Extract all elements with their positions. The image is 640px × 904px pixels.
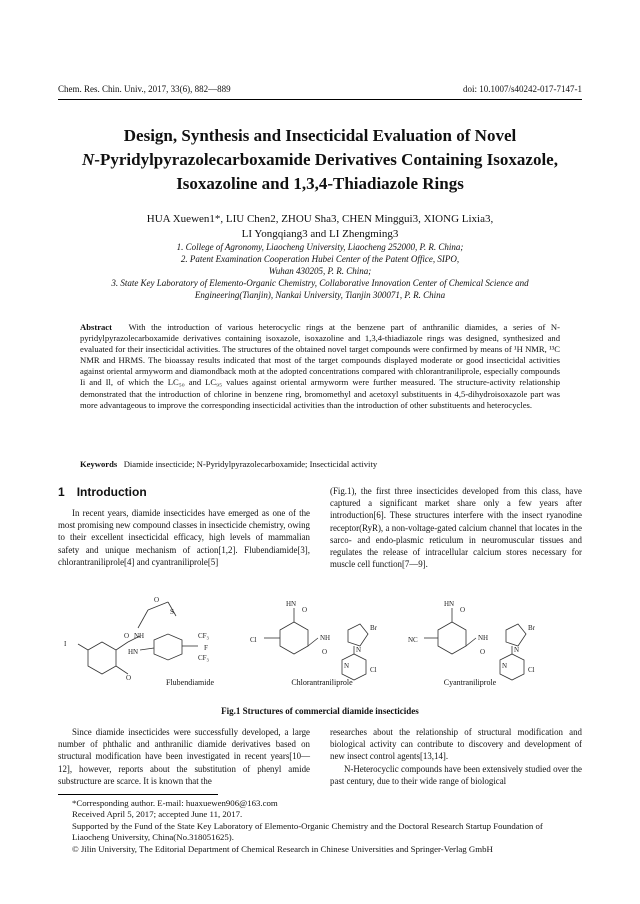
affiliation-line: Wuhan 430205, P. R. China; <box>268 266 372 276</box>
right-column-top <box>330 485 582 570</box>
authors-line-1: HUA Xuewen1*, LIU Chen2, ZHOU Sha3, CHEN Minggui3, XIONG Lixia3, <box>146 213 494 225</box>
abstract <box>80 322 560 411</box>
atom-label: Cl <box>370 666 377 674</box>
atom-label: HN <box>444 600 455 608</box>
atom-label: O <box>322 648 328 656</box>
atom-label: O <box>460 606 466 614</box>
keywords-text: Diamide insecticide; N-Pyridylpyrazolecarboxamide; Insecticidal activity <box>123 459 378 469</box>
title-italic-n: N <box>82 150 95 169</box>
abstract-label: Abstract <box>80 322 112 332</box>
figure-label-chlorantraniliprole: Chlorantraniliprole <box>291 678 353 687</box>
keywords-label: Keywords <box>80 459 118 469</box>
flubendiamide-structure <box>64 596 210 682</box>
bond <box>308 638 318 646</box>
atom-label: I <box>64 640 67 648</box>
footnotes <box>58 798 582 855</box>
section-number: 1 <box>58 485 65 499</box>
title-line-2 <box>40 148 600 172</box>
paragraph: N-Heterocyclic compounds have been extensively studied over the past century, due to their wide range of biological <box>330 763 582 786</box>
atom-label: Br <box>370 624 377 632</box>
figure-label-flubendiamide: Flubendiamide <box>166 678 214 687</box>
atom-label: O <box>302 606 308 614</box>
footnote-support: Supported by the Fund of the State Key Laboratory of Elemento-Organic Chemistry and the Doctoral Research Startup Foundation of Liaocheng University, China(No.318051625). <box>72 820 543 843</box>
atom-label: F <box>204 644 208 652</box>
figure-caption: Fig.1 Structures of commercial diamide insecticides <box>221 706 419 716</box>
journal-reference: Chem. Res. Chin. Univ., 2017, 33(6), 882—889 <box>58 84 231 94</box>
title-line-2-rest: -Pyridylpyrazolecarboxamide Derivatives Containing Isoxazole, <box>94 150 558 169</box>
affiliations <box>60 241 580 301</box>
atom-label: Cl <box>528 666 535 674</box>
paragraph: Since diamide insecticides were successfully developed, a large number of phthalic and anthranilic diamide derivatives based on structural modification have been investigated in recent years[10—12], however, reports about the substitution of phenyl amide substructure are scarce. It is known that the <box>58 727 310 786</box>
atom-label: HN <box>286 600 297 608</box>
bond <box>138 610 148 628</box>
atom-label: N <box>356 646 362 654</box>
bond <box>140 648 154 650</box>
paragraph: In recent years, diamide insecticides have emerged as one of the most promising new compound classes in insecticide chemistry, owing to their excellent insecticidal efficacy, high levels of mammalian safety and unique mechanism of action[1,2]. Flubendiamide[3], chlorantraniliprole[4] and cyantraniliprole[5] <box>58 508 310 567</box>
pyrazole-ring <box>348 624 368 646</box>
section-heading <box>58 485 147 499</box>
atom-label: O <box>480 648 486 656</box>
atom-label: NC <box>408 636 418 644</box>
header-rule <box>58 99 582 100</box>
pyrazole-ring <box>506 624 526 646</box>
figure-label-cyantraniliprole: Cyantraniliprole <box>443 678 497 687</box>
authors <box>60 212 580 242</box>
atom-label: CF₃ <box>198 632 210 640</box>
atom-label: O <box>124 632 130 640</box>
paragraph: researches about the relationship of structural modification and biological activity can contribute to discovery and development of new insect control agents[13,14]. <box>330 727 582 762</box>
bond <box>116 642 128 650</box>
atom-label: N <box>502 662 508 670</box>
affiliation-line: Engineering(Tianjin), Nankai University, Tianjin 300071, P. R. China <box>194 290 446 300</box>
footnote-rule <box>58 794 218 795</box>
atom-label: CF₃ <box>198 654 210 662</box>
benzene-ring <box>154 634 182 660</box>
section-title: Introduction <box>76 485 147 499</box>
atom-label: HN <box>128 648 139 656</box>
atom-label: N <box>344 662 350 670</box>
doi: doi: 10.1007/s40242-017-7147-1 <box>463 84 582 94</box>
paragraph: (Fig.1), the first three insecticides developed from this class, have captured a significant market share only a few years after introduction[6]. These structures interfere with the insect ryanodine receptor(RyR), a non-voltage-gated calcium channel that locates in the sarco- and endo-plasmic reticulum in neuromuscular tissues and regulates the release of intracellular calcium stores necessary for muscle cell function[7—9]. <box>330 486 582 570</box>
paper-title <box>40 124 600 196</box>
corresponding-email[interactable]: *Corresponding author. E-mail: huaxuewen906@163.com <box>72 798 278 808</box>
affiliation-line: 2. Patent Examination Cooperation Hubei Center of the Patent Office, SIPO, <box>180 254 460 264</box>
title-line-1: Design, Synthesis and Insecticidal Evaluation of Novel <box>123 126 517 145</box>
atom-label: S <box>170 608 174 616</box>
atom-label: O <box>154 596 160 604</box>
left-column-bottom <box>58 726 310 787</box>
right-column-bottom <box>330 726 582 787</box>
affiliation-line: 1. College of Agronomy, Liaocheng University, Liaocheng 252000, P. R. China; <box>176 242 464 252</box>
left-column-top <box>58 507 310 568</box>
benzene-ring <box>438 622 466 654</box>
footnote-received: Received April 5, 2017; accepted June 11, 2017. <box>72 809 243 820</box>
abstract-text: With the introduction of various heterocyclic rings at the benzene part of anthranilic diamides, a series of N-pyridylpyrazolecarboxamide derivatives containing isoxazole, isoxazoline and 1,3,4-thiadiazole rings was designed, synthesized and evaluated for their insecticidal activities. The structures of the obtained novel target compounds were confirmed by means of ¹H NMR, ¹³C NMR and HRMS. The bioassay results indicated that most of the target compounds displayed moderate or good insecticidal activities against oriental armyworm and diamondback moth at the adopted concentrations compared with chlorantraniliprole, especially compounds Ii and Il, of which the LC₅₀ and LC₉₅ values against oriental armyworm were further measured. The structure-activity relationship demonstrated that the introduction of chlorine in benzene ring, bromomethyl and acetoxyl substituents in 4,5-dihydroisoxazole part was more advantageous to improve the corresponding insecticidal activities than the introduction of other substituents and heterocycles. <box>80 322 560 410</box>
atom-label: Cl <box>250 636 257 644</box>
benzene-ring <box>280 622 308 654</box>
bond <box>78 644 88 650</box>
benzene-ring <box>88 642 116 674</box>
atom-label: NH <box>134 632 145 640</box>
chlorantraniliprole-structure <box>250 600 378 680</box>
footnote-corresponding <box>58 798 582 809</box>
atom-label: N <box>514 646 520 654</box>
footnote-copyright: © Jilin University, The Editorial Department of Chemical Research in Chinese Universities and Springer-Verlag GmbH <box>72 843 493 854</box>
atom-label: O <box>126 674 132 682</box>
atom-label: NH <box>478 634 489 642</box>
atom-label: Br <box>528 624 535 632</box>
cyantraniliprole-structure <box>408 600 536 680</box>
bond <box>116 666 128 674</box>
title-line-3: Isoxazoline and 1,3,4-Thiadiazole Rings <box>176 174 464 193</box>
running-head <box>58 84 582 98</box>
authors-line-2: LI Yongqiang3 and LI Zhengming3 <box>241 228 399 240</box>
affiliation-line: 3. State Key Laboratory of Elemento-Organic Chemistry, Collaborative Innovation Center of Chemical Science and <box>111 278 529 288</box>
bond <box>466 638 476 646</box>
keywords <box>80 459 560 470</box>
atom-label: NH <box>320 634 331 642</box>
